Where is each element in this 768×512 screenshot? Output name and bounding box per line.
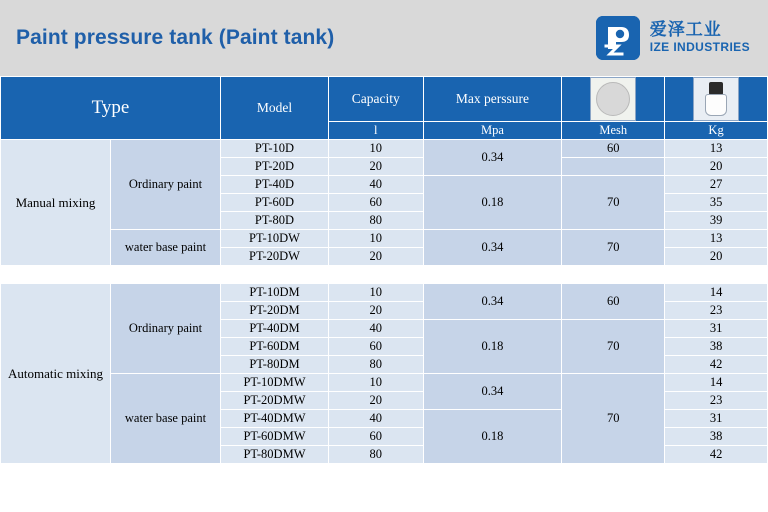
capacity-value: 40 — [328, 176, 423, 194]
weight-value: 13 — [665, 140, 768, 158]
model-value: PT-40DMW — [221, 410, 329, 428]
model-value: PT-10DW — [221, 230, 329, 248]
weight-value: 42 — [665, 446, 768, 464]
mesh-value: 70 — [562, 230, 665, 266]
subgroup-label-water-base-paint: water base paint — [111, 230, 221, 266]
model-value: PT-20DM — [221, 302, 329, 320]
pressure-value: 0.34 — [423, 140, 562, 176]
paint-tank-thumbnail — [665, 77, 768, 122]
model-value: PT-80D — [221, 212, 329, 230]
model-value: PT-10DM — [221, 284, 329, 302]
mesh-filter-thumbnail — [562, 77, 665, 122]
page-header — [0, 0, 768, 76]
weight-value: 14 — [665, 284, 768, 302]
mesh-value: 70 — [562, 176, 665, 230]
capacity-value: 80 — [328, 356, 423, 374]
mesh-value: 70 — [562, 320, 665, 374]
ize-logo-icon — [596, 16, 640, 60]
model-value: PT-20D — [221, 158, 329, 176]
capacity-value: 80 — [328, 446, 423, 464]
weight-value: 23 — [665, 392, 768, 410]
pressure-value: 0.18 — [423, 176, 562, 230]
pressure-value: 0.18 — [423, 320, 562, 374]
subgroup-label-ordinary-paint: Ordinary paint — [111, 284, 221, 374]
column-header-max-pressure: Max perssure — [423, 77, 562, 122]
specification-table — [0, 76, 768, 464]
weight-value: 13 — [665, 230, 768, 248]
column-header-capacity: Capacity — [328, 77, 423, 122]
column-header-type: Type — [1, 77, 221, 140]
mesh-circle-shape — [596, 82, 630, 116]
group-label-automatic-mixing: Automatic mixing — [1, 284, 111, 464]
capacity-value: 20 — [328, 392, 423, 410]
table-row — [1, 230, 768, 248]
column-header-model: Model — [221, 77, 329, 140]
page-title: Paint pressure tank (Paint tank) — [16, 26, 335, 49]
weight-value: 38 — [665, 428, 768, 446]
capacity-value: 10 — [328, 284, 423, 302]
mesh-value: 60 — [562, 140, 665, 158]
paint-tank-image — [693, 77, 739, 121]
table-row — [1, 284, 768, 302]
weight-value: 31 — [665, 410, 768, 428]
weight-value: 38 — [665, 338, 768, 356]
capacity-value: 60 — [328, 338, 423, 356]
model-value: PT-80DMW — [221, 446, 329, 464]
capacity-value: 20 — [328, 302, 423, 320]
unit-weight: Kg — [665, 122, 768, 140]
table-section-gap — [1, 266, 768, 284]
capacity-value: 40 — [328, 320, 423, 338]
weight-value: 42 — [665, 356, 768, 374]
brand-logo — [596, 16, 750, 60]
mesh-value — [562, 158, 665, 176]
capacity-value: 40 — [328, 410, 423, 428]
brand-name-cn: 爱泽工业 — [649, 20, 722, 41]
table-row — [1, 140, 768, 158]
weight-value: 20 — [665, 248, 768, 266]
model-value: PT-60DMW — [221, 428, 329, 446]
unit-capacity: l — [328, 122, 423, 140]
pressure-value: 0.34 — [423, 230, 562, 266]
table-row — [1, 374, 768, 392]
capacity-value: 10 — [328, 374, 423, 392]
unit-pressure: Mpa — [423, 122, 562, 140]
unit-mesh: Mesh — [562, 122, 665, 140]
weight-value: 31 — [665, 320, 768, 338]
capacity-value: 60 — [328, 428, 423, 446]
model-value: PT-20DMW — [221, 392, 329, 410]
model-value: PT-60D — [221, 194, 329, 212]
subgroup-label-water-base-paint: water base paint — [111, 374, 221, 464]
weight-value: 14 — [665, 374, 768, 392]
model-value: PT-60DM — [221, 338, 329, 356]
model-value: PT-80DM — [221, 356, 329, 374]
tank-body-shape — [705, 94, 727, 116]
capacity-value: 20 — [328, 158, 423, 176]
model-value: PT-10D — [221, 140, 329, 158]
model-value: PT-10DMW — [221, 374, 329, 392]
mesh-value: 70 — [562, 374, 665, 464]
model-value: PT-40D — [221, 176, 329, 194]
capacity-value: 20 — [328, 248, 423, 266]
mesh-value: 60 — [562, 284, 665, 320]
weight-value: 35 — [665, 194, 768, 212]
capacity-value: 80 — [328, 212, 423, 230]
weight-value: 23 — [665, 302, 768, 320]
table-header-row — [1, 77, 768, 122]
model-value: PT-40DM — [221, 320, 329, 338]
brand-name-en: IZE INDUSTRIES — [649, 39, 750, 54]
weight-value: 20 — [665, 158, 768, 176]
mesh-filter-image — [590, 77, 636, 121]
spec-sheet — [0, 76, 768, 464]
capacity-value: 10 — [328, 230, 423, 248]
subgroup-label-ordinary-paint: Ordinary paint — [111, 140, 221, 230]
model-value: PT-20DW — [221, 248, 329, 266]
pressure-value: 0.34 — [423, 374, 562, 410]
capacity-value: 60 — [328, 194, 423, 212]
group-label-manual-mixing: Manual mixing — [1, 140, 111, 266]
weight-value: 27 — [665, 176, 768, 194]
capacity-value: 10 — [328, 140, 423, 158]
pressure-value: 0.18 — [423, 410, 562, 464]
pressure-value: 0.34 — [423, 284, 562, 320]
weight-value: 39 — [665, 212, 768, 230]
